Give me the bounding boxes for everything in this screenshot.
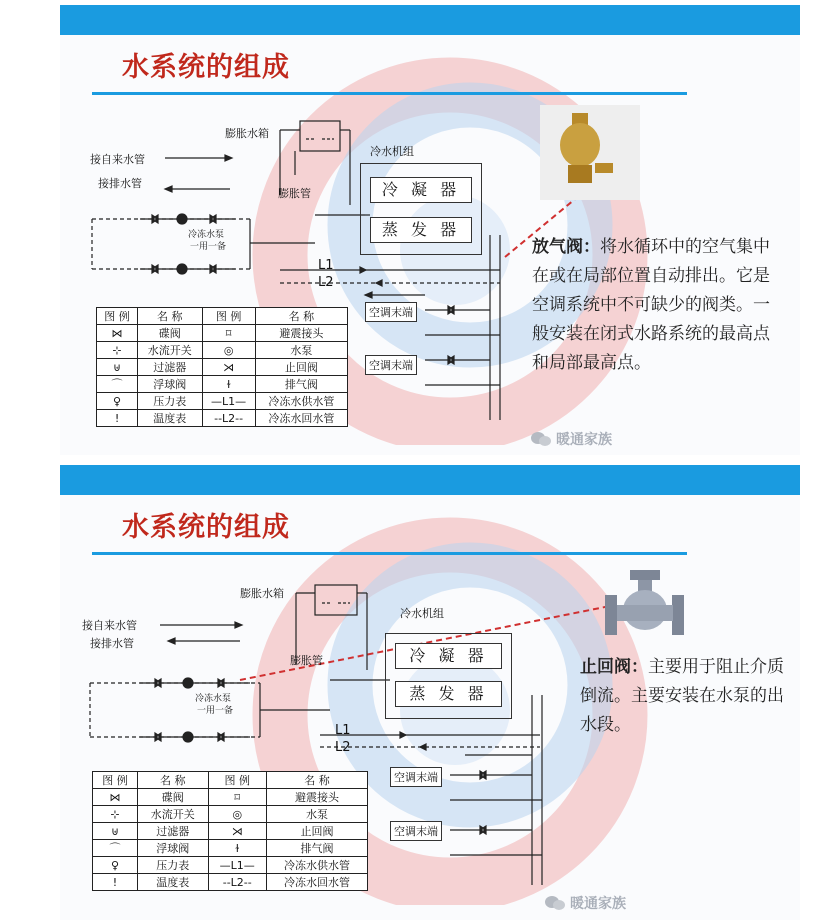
- terminal-box-2: 空调末端: [365, 355, 417, 375]
- brand-name: 暖通家族: [556, 432, 612, 448]
- legend-name: 过滤器: [138, 359, 202, 376]
- slide-title: 水系统的组成: [122, 52, 290, 83]
- wechat-icon: [530, 431, 552, 447]
- supply-in-label: 接自来水管: [90, 153, 145, 166]
- legend-name: 排气阀: [255, 376, 347, 393]
- legend-name: 浮球阀: [137, 840, 208, 857]
- description-text: [580, 653, 785, 740]
- supply-in-label: 接自来水管: [82, 619, 137, 632]
- pump-note-2: 一用一备: [190, 242, 227, 252]
- legend-row: [97, 359, 348, 376]
- legend-header-row: [97, 308, 348, 325]
- legend-name: 排气阀: [266, 840, 367, 857]
- legend-symbol: --L2--: [208, 874, 266, 891]
- legend-name: 压力表: [138, 393, 202, 410]
- legend-symbol: ⋊: [202, 359, 255, 376]
- legend-row: [93, 806, 368, 823]
- legend-name: 避震接头: [266, 789, 367, 806]
- terminal-box-2: 空调末端: [390, 821, 442, 841]
- legend-header: 名 称: [266, 772, 367, 789]
- description-keyword: 止回阀：: [580, 657, 648, 677]
- slide-2: [60, 465, 800, 920]
- legend-symbol: ɫ: [208, 840, 266, 857]
- check-valve-photo: [600, 565, 690, 645]
- legend-row: [97, 393, 348, 410]
- pump-note-2: 一用一备: [197, 706, 234, 716]
- brand-watermark: [544, 893, 626, 913]
- legend-name: 冷冻水回水管: [255, 410, 347, 427]
- legend-table: [92, 771, 368, 891]
- condenser-box: 冷 凝 器: [395, 643, 502, 669]
- legend-symbol: ⊹: [97, 342, 138, 359]
- legend-name: 水泵: [266, 806, 367, 823]
- legend-symbol: —L1—: [202, 393, 255, 410]
- legend-row: [93, 857, 368, 874]
- legend-name: 温度表: [137, 874, 208, 891]
- evaporator-box: 蒸 发 器: [370, 217, 472, 243]
- legend-symbol: —L1—: [208, 857, 266, 874]
- legend-row: [97, 376, 348, 393]
- legend-row: [97, 342, 348, 359]
- chiller-label: 冷水机组: [400, 607, 444, 620]
- legend-name: 温度表: [138, 410, 202, 427]
- legend-name: 碟阀: [138, 325, 202, 342]
- l2-label: L2: [318, 275, 334, 290]
- legend-row: [93, 823, 368, 840]
- legend-symbol: ⋊: [208, 823, 266, 840]
- legend-name: 水泵: [255, 342, 347, 359]
- chiller-label: 冷水机组: [370, 145, 414, 158]
- legend-name: 止回阀: [266, 823, 367, 840]
- legend-symbol: ⌒: [93, 840, 138, 857]
- description-keyword: 放气阀：: [532, 237, 600, 257]
- pump-note-1: 冷冻水泵: [188, 230, 225, 240]
- legend-name: 止回阀: [255, 359, 347, 376]
- evaporator-box: 蒸 发 器: [395, 681, 502, 707]
- l1-label: L1: [318, 258, 334, 273]
- legend-header: 图 例: [208, 772, 266, 789]
- terminal-box-1: 空调末端: [390, 767, 442, 787]
- legend-header-row: [93, 772, 368, 789]
- legend-symbol: ⊹: [93, 806, 138, 823]
- legend-header: 图 例: [97, 308, 138, 325]
- l2-label: L2: [335, 740, 351, 755]
- legend-row: [93, 789, 368, 806]
- description-body: 将水循环中的空气集中在或在局部位置自动排出。它是空调系统中不可缺少的阀类。一般安装在闭式水路系统的最高点和局部最高点。: [532, 237, 770, 373]
- legend-symbol: ⌒: [97, 376, 138, 393]
- pump-note-1: 冷冻水泵: [195, 694, 232, 704]
- expansion-pipe-label: 膨胀管: [278, 187, 311, 200]
- legend-symbol: ⌑: [202, 325, 255, 342]
- condenser-box: 冷 凝 器: [370, 177, 472, 203]
- legend-symbol: ⊎: [93, 823, 138, 840]
- legend-row: [93, 874, 368, 891]
- legend-symbol: !: [93, 874, 138, 891]
- legend-table: [96, 307, 348, 427]
- legend-name: 冷冻水供水管: [266, 857, 367, 874]
- slide-title: 水系统的组成: [122, 512, 290, 543]
- legend-symbol: ⌑: [208, 789, 266, 806]
- legend-name: 压力表: [137, 857, 208, 874]
- brand-name: 暖通家族: [570, 896, 626, 912]
- legend-header: 名 称: [255, 308, 347, 325]
- legend-symbol: ◎: [208, 806, 266, 823]
- legend-name: 碟阀: [137, 789, 208, 806]
- legend-name: 水流开关: [137, 806, 208, 823]
- legend-symbol: ⋈: [93, 789, 138, 806]
- legend-header: 名 称: [137, 772, 208, 789]
- legend-header: 名 称: [138, 308, 202, 325]
- legend-symbol: --L2--: [202, 410, 255, 427]
- expansion-pipe-label: 膨胀管: [290, 654, 323, 667]
- drain-label: 接排水管: [90, 637, 134, 650]
- expansion-tank-label: 膨胀水箱: [240, 587, 284, 600]
- legend-symbol: ɫ: [202, 376, 255, 393]
- l1-label: L1: [335, 723, 351, 738]
- legend-name: 冷冻水供水管: [255, 393, 347, 410]
- legend-name: 过滤器: [137, 823, 208, 840]
- drain-label: 接排水管: [98, 177, 142, 190]
- brand-watermark: [530, 429, 612, 449]
- legend-header: 图 例: [93, 772, 138, 789]
- description-body: 主要用于阻止介质倒流。主要安装在水泵的出水段。: [580, 657, 784, 735]
- legend-name: 避震接头: [255, 325, 347, 342]
- terminal-box-1: 空调末端: [365, 302, 417, 322]
- legend-name: 水流开关: [138, 342, 202, 359]
- legend-symbol: ♀: [93, 857, 138, 874]
- legend-symbol: ⊎: [97, 359, 138, 376]
- legend-row: [97, 325, 348, 342]
- expansion-tank-label: 膨胀水箱: [225, 127, 269, 140]
- legend-row: [97, 410, 348, 427]
- legend-symbol: ⋈: [97, 325, 138, 342]
- description-text: [532, 233, 772, 378]
- legend-name: 冷冻水回水管: [266, 874, 367, 891]
- legend-symbol: !: [97, 410, 138, 427]
- legend-header: 图 例: [202, 308, 255, 325]
- legend-symbol: ♀: [97, 393, 138, 410]
- legend-symbol: ◎: [202, 342, 255, 359]
- legend-name: 浮球阀: [138, 376, 202, 393]
- legend-row: [93, 840, 368, 857]
- wechat-icon: [544, 895, 566, 911]
- slide-1: [60, 5, 800, 455]
- air-vent-valve-photo: [540, 105, 640, 200]
